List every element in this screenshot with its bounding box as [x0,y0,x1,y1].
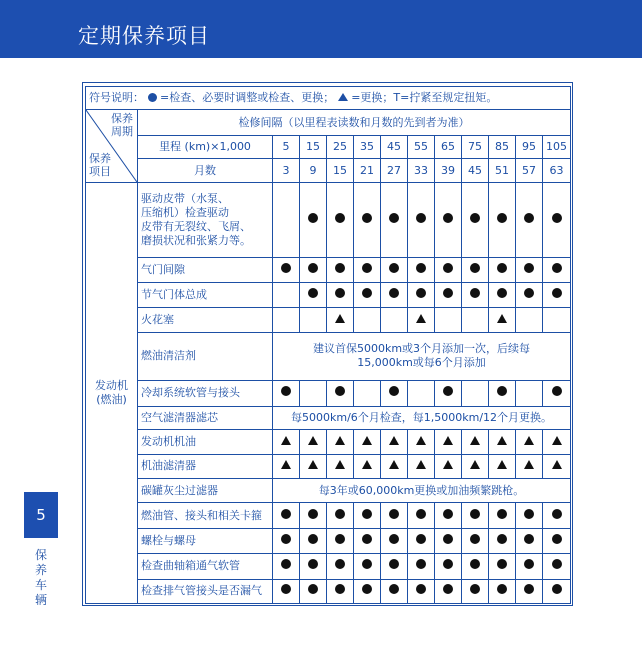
mark-cell [381,257,408,282]
dot-icon [443,213,453,223]
header-corner [86,110,138,183]
mark-cell [516,528,543,553]
dot-icon [389,213,399,223]
mark-cell [489,308,516,332]
dot-icon [470,288,480,298]
dot-icon [552,534,562,544]
mark-cell [354,308,381,332]
triangle-icon [416,436,426,445]
mark-cell [462,430,489,454]
dot-icon [497,386,507,396]
mileage-cell: 65 [435,135,462,158]
mark-cell [408,308,435,332]
dot-icon [497,213,507,223]
dot-icon [362,559,372,569]
mark-cell [462,257,489,282]
table-row [86,528,571,553]
mark-cell [327,503,354,528]
mileage-cell: 75 [462,135,489,158]
mark-cell [543,430,571,454]
mark-cell [300,454,327,478]
mileage-cell: 45 [381,135,408,158]
mark-cell [273,430,300,454]
dot-icon [308,213,318,223]
item-label: 驱动皮带（水泵、 压缩机）检查驱动 皮带有无裂纹、飞屑、 磨损状况和张紧力等。 [138,183,273,257]
dot-icon [389,534,399,544]
dot-icon [281,386,291,396]
mark-cell [489,528,516,553]
dot-icon [362,509,372,519]
mark-cell [327,579,354,603]
dot-icon [524,509,534,519]
triangle-icon [497,436,507,445]
dot-icon [281,534,291,544]
mark-cell [327,257,354,282]
table-row [86,406,571,429]
dot-icon [335,263,345,273]
item-label: 燃油清洁剂 [138,332,273,380]
mark-cell [354,579,381,603]
dot-icon [308,263,318,273]
dot-icon [552,509,562,519]
triangle-icon [416,314,426,323]
dot-icon [470,584,480,594]
dot-icon [552,584,562,594]
dot-icon [552,386,562,396]
triangle-icon [281,460,291,469]
mark-cell [462,283,489,308]
dot-icon [335,213,345,223]
mark-cell [435,528,462,553]
triangle-icon [443,436,453,445]
table-row [86,503,571,528]
table-row [86,430,571,454]
dot-icon [335,386,345,396]
dot-icon [470,263,480,273]
mileage-cell: 95 [516,135,543,158]
mark-cell [327,454,354,478]
mark-cell [516,183,543,257]
dot-icon [497,584,507,594]
mark-cell [300,503,327,528]
mark-cell [516,579,543,603]
mark-cell [516,554,543,579]
mark-cell [435,283,462,308]
mark-cell [381,283,408,308]
mark-cell [354,380,381,406]
triangle-icon [470,460,480,469]
legend-dot-text: =检查、必要时调整或检查、更换； [160,91,335,105]
months-cell: 21 [354,159,381,183]
dot-icon [308,559,318,569]
mark-cell [300,308,327,332]
mark-cell [408,503,435,528]
triangle-icon [470,436,480,445]
mark-cell [462,579,489,603]
dot-icon [524,263,534,273]
dot-icon [497,509,507,519]
mark-cell [354,257,381,282]
mark-cell [543,183,571,257]
mark-cell [381,454,408,478]
dot-icon [416,263,426,273]
item-label: 燃油管、接头和相关卡箍 [138,503,273,528]
mark-cell [489,430,516,454]
dot-icon [281,263,291,273]
months-cell: 63 [543,159,571,183]
months-cell: 27 [381,159,408,183]
legend [86,87,571,110]
dot-icon [497,559,507,569]
mark-cell [435,430,462,454]
legend-tri-text: =更换；T=拧紧至规定扭矩。 [351,91,498,105]
dot-icon [416,534,426,544]
section-label: 发动机 (燃油) [86,183,138,604]
mark-cell [462,308,489,332]
mark-cell [516,283,543,308]
interval-title: 检修间隔（以里程表读数和月数的先到者为准） [138,110,571,135]
dot-icon [281,559,291,569]
mark-cell [300,257,327,282]
dot-icon [416,559,426,569]
chapter-tab: 5 [24,492,58,538]
mark-cell [435,183,462,257]
mark-cell [300,380,327,406]
mark-cell [327,183,354,257]
mark-cell [489,554,516,579]
dot-icon [443,559,453,569]
mark-cell [489,579,516,603]
dot-icon [308,534,318,544]
dot-icon [470,509,480,519]
dot-icon [389,559,399,569]
dot-icon [443,509,453,519]
mileage-cell: 5 [273,135,300,158]
dot-icon [443,584,453,594]
dot-icon [389,386,399,396]
dot-icon [362,534,372,544]
mark-cell [516,430,543,454]
triangle-icon [308,436,318,445]
mark-cell [273,503,300,528]
mark-cell [543,503,571,528]
dot-icon [308,584,318,594]
maintenance-table [85,86,571,604]
triangle-icon [281,436,291,445]
mark-cell [354,430,381,454]
dot-icon [148,93,157,102]
months-cell: 9 [300,159,327,183]
dot-icon [552,288,562,298]
mileage-cell: 55 [408,135,435,158]
dot-icon [335,534,345,544]
mark-cell [381,554,408,579]
dot-icon [443,386,453,396]
mark-cell [543,257,571,282]
dot-icon [443,288,453,298]
row-note: 每3年或60,000km更换或加油频繁跳枪。 [273,479,571,503]
dot-icon [497,263,507,273]
triangle-icon [362,436,372,445]
row-note: 每5000km/6个月检查，每1,5000km/12个月更换。 [273,406,571,429]
mark-cell [489,283,516,308]
dot-icon [281,509,291,519]
triangle-icon [389,436,399,445]
triangle-icon [497,460,507,469]
months-cell: 15 [327,159,354,183]
mark-cell [462,454,489,478]
triangle-icon [552,436,562,445]
mark-cell [435,257,462,282]
table-row [86,308,571,332]
dot-icon [335,559,345,569]
table-row [86,332,571,380]
dot-icon [308,288,318,298]
dot-icon [389,263,399,273]
table-row [86,579,571,603]
dot-icon [416,509,426,519]
mark-cell [273,579,300,603]
mark-cell [543,380,571,406]
mark-cell [273,528,300,553]
mark-cell [408,579,435,603]
mileage-cell: 15 [300,135,327,158]
mark-cell [489,257,516,282]
months-cell: 45 [462,159,489,183]
months-cell: 3 [273,159,300,183]
dot-icon [552,213,562,223]
dot-icon [470,559,480,569]
mark-cell [408,380,435,406]
mark-cell [462,183,489,257]
dot-icon [552,263,562,273]
months-cell: 57 [516,159,543,183]
item-label: 发动机机油 [138,430,273,454]
dot-icon [443,534,453,544]
mark-cell [300,528,327,553]
dot-icon [335,509,345,519]
triangle-icon [362,460,372,469]
item-label: 节气门体总成 [138,283,273,308]
table-row [86,183,571,257]
triangle-icon [335,314,345,323]
mark-cell [489,380,516,406]
mark-cell [273,308,300,332]
mark-cell [435,554,462,579]
mark-cell [489,183,516,257]
dot-icon [362,584,372,594]
triangle-icon [335,460,345,469]
mark-cell [273,380,300,406]
dot-icon [524,559,534,569]
mark-cell [516,308,543,332]
triangle-icon [524,460,534,469]
mark-cell [462,554,489,579]
mark-cell [516,257,543,282]
dot-icon [362,213,372,223]
mark-cell [408,528,435,553]
mark-cell [300,183,327,257]
mark-cell [354,454,381,478]
mark-cell [354,503,381,528]
mark-cell [381,503,408,528]
dot-icon [389,509,399,519]
mark-cell [408,430,435,454]
mark-cell [354,528,381,553]
mark-cell [516,454,543,478]
triangle-icon [497,314,507,323]
item-label: 碳罐灰尘过滤器 [138,479,273,503]
dot-icon [524,213,534,223]
mileage-cell: 105 [543,135,571,158]
mark-cell [381,579,408,603]
dot-icon [416,213,426,223]
dot-icon [308,509,318,519]
item-label: 冷却系统软管与接头 [138,380,273,406]
item-label: 检查排气管接头是否漏气 [138,579,273,603]
months-cell: 33 [408,159,435,183]
item-label: 检查曲轴箱通气软管 [138,554,273,579]
mileage-cell: 85 [489,135,516,158]
mark-cell [354,554,381,579]
chapter-name: 保 养 车 辆 [34,548,47,607]
mark-cell [543,579,571,603]
mark-cell [543,308,571,332]
triangle-icon [524,436,534,445]
item-label: 空气滤清器滤芯 [138,406,273,429]
dot-icon [524,534,534,544]
mark-cell [435,308,462,332]
dot-icon [362,288,372,298]
corner-item-label: 保养 项目 [89,152,111,179]
mark-cell [435,503,462,528]
mark-cell [408,257,435,282]
row-note: 建议首保5000km或3个月添加一次，后续每 15,000km或每6个月添加 [273,332,571,380]
mark-cell [273,257,300,282]
mark-cell [381,528,408,553]
mark-cell [327,528,354,553]
triangle-icon [308,460,318,469]
mark-cell [408,183,435,257]
mark-cell [516,503,543,528]
mark-cell [435,579,462,603]
mark-cell [516,380,543,406]
mark-cell [381,183,408,257]
dot-icon [470,534,480,544]
mark-cell [462,380,489,406]
dot-icon [335,288,345,298]
mark-cell [543,454,571,478]
months-cell: 39 [435,159,462,183]
table-row [86,554,571,579]
mark-cell [300,283,327,308]
mark-cell [300,430,327,454]
mark-cell [273,183,300,257]
mark-cell [354,283,381,308]
mark-cell [327,308,354,332]
triangle-icon [443,460,453,469]
page-header [0,0,642,58]
mark-cell [489,454,516,478]
triangle-icon [416,460,426,469]
dot-icon [470,213,480,223]
mileage-cell: 35 [354,135,381,158]
mark-cell [435,454,462,478]
table-row [86,257,571,282]
triangle-icon [338,93,348,101]
mark-cell [273,283,300,308]
dot-icon [524,584,534,594]
triangle-icon [552,460,562,469]
page-title: 定期保养项目 [78,24,210,48]
item-label: 气门间隙 [138,257,273,282]
dot-icon [335,584,345,594]
dot-icon [497,534,507,544]
mark-cell [462,528,489,553]
months-label: 月数 [138,159,273,183]
mark-cell [381,308,408,332]
mark-cell [354,183,381,257]
mark-cell [300,579,327,603]
mark-cell [462,503,489,528]
mark-cell [435,380,462,406]
dot-icon [362,263,372,273]
table-row [86,479,571,503]
mark-cell [273,454,300,478]
mark-cell [327,380,354,406]
dot-icon [552,559,562,569]
mark-cell [543,554,571,579]
months-cell: 51 [489,159,516,183]
mileage-cell: 25 [327,135,354,158]
mark-cell [543,283,571,308]
mark-cell [327,430,354,454]
dot-icon [389,584,399,594]
mark-cell [381,430,408,454]
table-row [86,454,571,478]
triangle-icon [389,460,399,469]
mark-cell [300,554,327,579]
table-row [86,283,571,308]
table-row [86,380,571,406]
mark-cell [273,554,300,579]
dot-icon [524,288,534,298]
mark-cell [408,283,435,308]
corner-period-label: 保养 周期 [111,112,133,139]
dot-icon [416,584,426,594]
mark-cell [543,528,571,553]
dot-icon [416,288,426,298]
triangle-icon [335,436,345,445]
mileage-label: 里程 (km)×1,000 [138,135,273,158]
dot-icon [497,288,507,298]
mark-cell [489,503,516,528]
item-label: 螺栓与螺母 [138,528,273,553]
item-label: 火花塞 [138,308,273,332]
dot-icon [443,263,453,273]
mark-cell [408,554,435,579]
dot-icon [389,288,399,298]
mark-cell [381,380,408,406]
mark-cell [327,283,354,308]
legend-prefix: 符号说明： [89,91,144,105]
dot-icon [281,584,291,594]
mark-cell [327,554,354,579]
mark-cell [408,454,435,478]
item-label: 机油滤清器 [138,454,273,478]
